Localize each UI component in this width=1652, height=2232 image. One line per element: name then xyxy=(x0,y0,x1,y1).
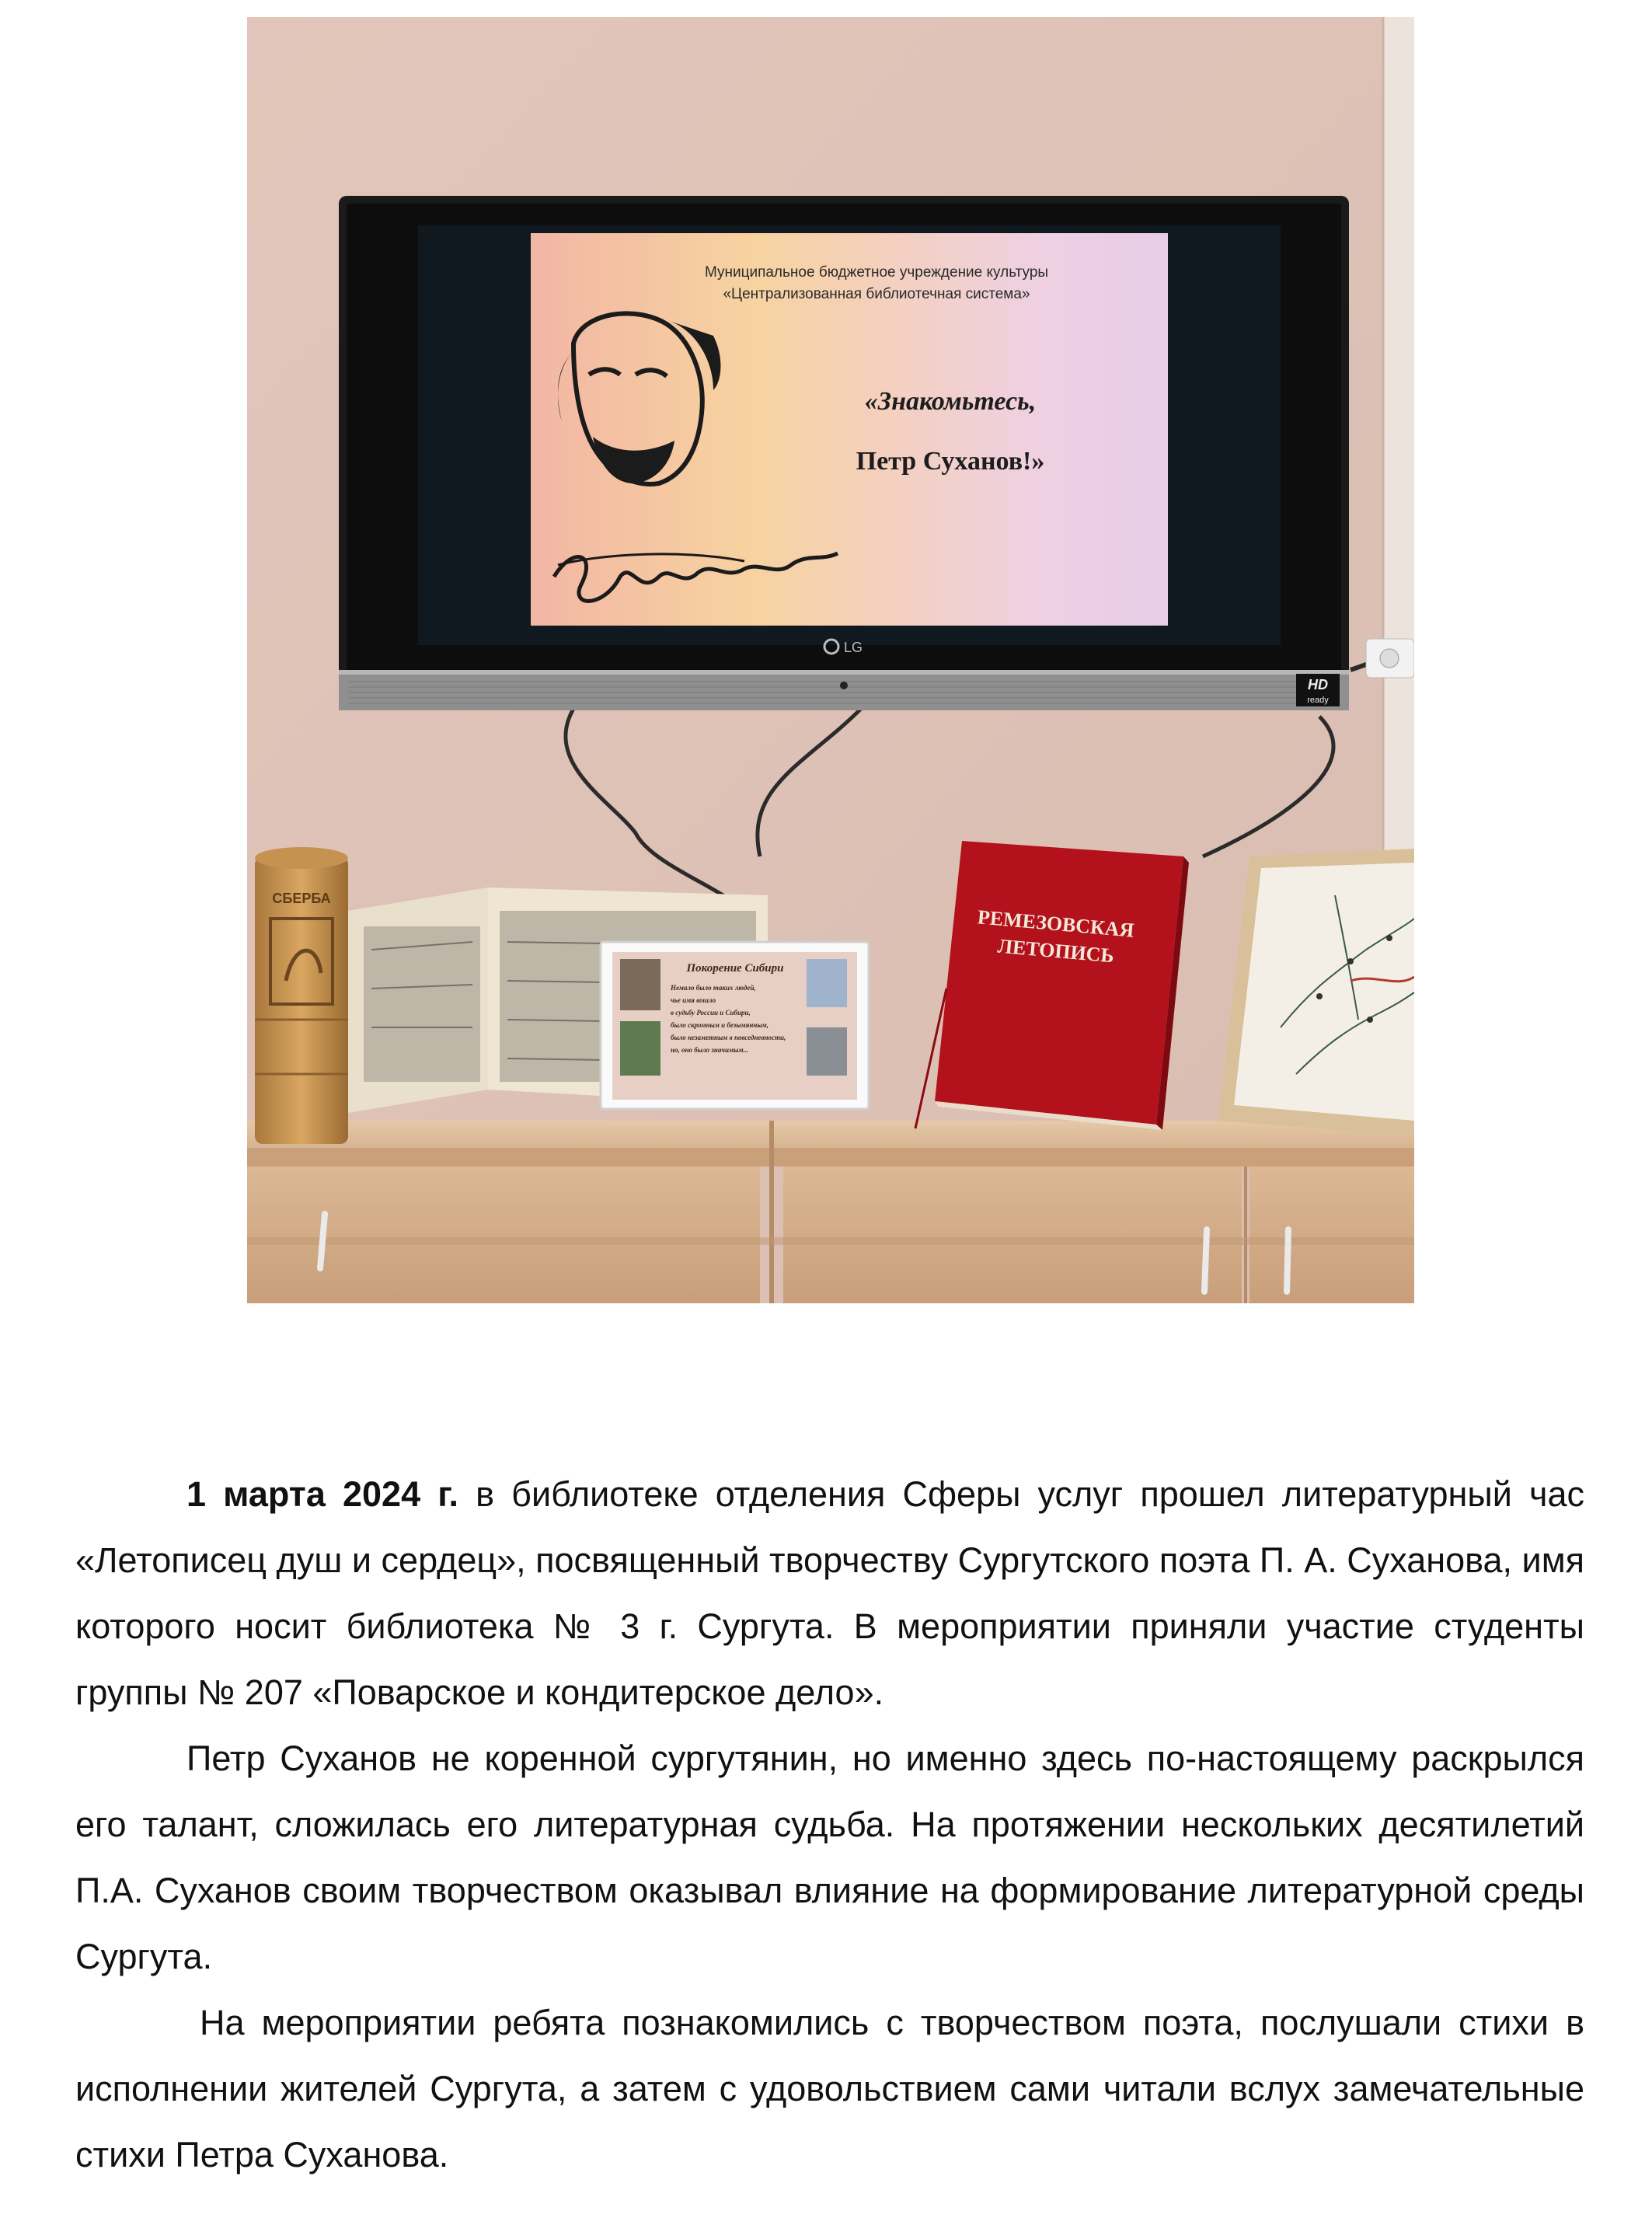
frame-caption: Покорение Сибири xyxy=(686,962,784,975)
paragraph-2: Петр Суханов не коренной сургутянин, но именно здесь по-настоящему раскрылся его талант, сложилась его литературная судьба. На протяжении нескольких десятилетий П.А. Суханов своим творчеством оказывал влияние на формирование литературной среды Сургута. xyxy=(75,1739,1584,1976)
frame-line: чье имя вошло xyxy=(671,996,716,1004)
frame-line: было скромным и безымянным, xyxy=(671,1021,768,1029)
shelf-top xyxy=(247,1121,1414,1152)
shelf-edge xyxy=(247,1148,1414,1167)
slide-title-line1: «Знакомьтесь, xyxy=(864,387,1037,416)
frame-line: в судьбу России и Сибири, xyxy=(671,1009,751,1017)
red-book-title-line1: РЕМЕЗОВСКАЯ xyxy=(976,905,1135,942)
wall-edge xyxy=(1383,17,1414,880)
cabinet-handle-right xyxy=(1287,1229,1288,1292)
info-frame xyxy=(601,942,869,1109)
paragraph-1-text: в библиотеке отделения Сферы услуг прошел литературный час «Летописец душ и сердец», посвященный творчеству Сургутского поэта П. А. Суханова, имя которого носит библиотека № 3 г. Сургута. В мероприятии приняли участие студенты группы № 207 «Поварское и кондитерское дело». xyxy=(75,1474,1584,1712)
red-book-title-line2: ЛЕТОПИСЬ xyxy=(996,934,1115,968)
frame-line: было незаметным в повседневности, xyxy=(671,1034,786,1041)
frame-line: Немало было таких людей, xyxy=(671,984,756,992)
slide-org-line1: Муниципальное бюджетное учреждение культуры xyxy=(704,264,1049,281)
paragraph-1 xyxy=(75,1461,1584,1725)
paragraph-3: На мероприятии ребята познакомились с творчеством поэта, послушали стихи в исполнении жителей Сургута, а затем с удовольствием сами читали вслух замечательные стихи Петра Суханова. xyxy=(75,2003,1584,2174)
event-photo xyxy=(247,17,1414,1303)
birch-tube xyxy=(255,847,348,1144)
frame-line: но, оно было значимым... xyxy=(671,1046,749,1054)
article-text xyxy=(75,1461,1584,2188)
tube-label: СБЕРБА xyxy=(272,891,331,906)
slide xyxy=(531,233,1168,626)
cabinet-right xyxy=(1249,1167,1414,1303)
hd-badge-top: HD xyxy=(1308,677,1328,692)
tv-brand: LG xyxy=(844,640,863,655)
map-book xyxy=(1218,849,1414,1136)
event-date: 1 марта 2024 г. xyxy=(186,1474,458,1514)
cabinet-handle-middle xyxy=(1204,1229,1207,1292)
tv-speaker xyxy=(339,670,1349,710)
cabinet-middle xyxy=(783,1167,1242,1303)
hd-badge-bottom: ready xyxy=(1307,696,1329,705)
slide-title-line2: Петр Суханов!» xyxy=(856,447,1045,476)
slide-org-line2: «Централизованная библиотечная система» xyxy=(723,286,1030,302)
